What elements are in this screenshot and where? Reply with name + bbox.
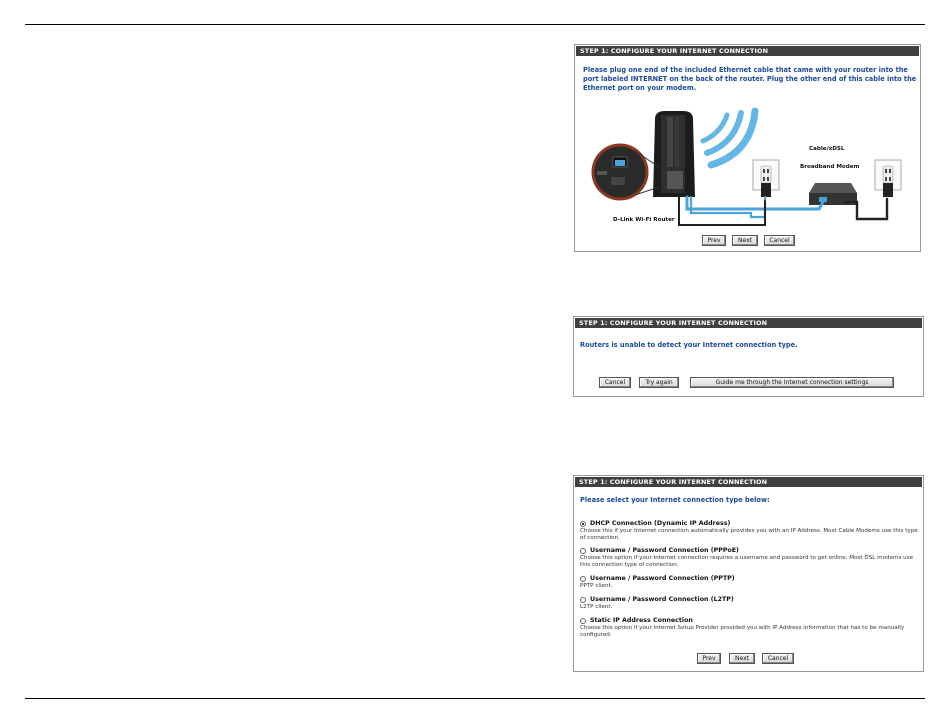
option-description: Choose this if your Internet connection automatically provides you with an IP Address. Most Cable Modems use this type of connection.	[580, 528, 918, 541]
plug-cable-panel	[574, 44, 921, 252]
connection-type-panel	[573, 475, 924, 672]
option-pptp[interactable]	[580, 575, 920, 590]
modem-label-line1: Cable/xDSL	[809, 146, 845, 152]
option-label: Username / Password Connection (PPPoE)	[590, 547, 739, 554]
try-again-button[interactable]: Try again	[639, 377, 679, 388]
option-static-ip[interactable]	[580, 617, 920, 639]
option-description: PPTP client.	[580, 583, 613, 589]
router-image	[653, 111, 695, 197]
router-label: D-Link Wi-Fi Router	[613, 217, 675, 223]
option-l2tp[interactable]	[580, 596, 920, 611]
radio-selected-icon[interactable]	[580, 521, 586, 527]
connection-illustration	[575, 105, 920, 230]
option-description: Choose this option if your Internet Setup Provider provided you with IP Address information that has to be manually configured.	[580, 625, 905, 638]
option-label: Username / Password Connection (L2TP)	[590, 596, 734, 603]
option-dhcp[interactable]	[580, 520, 920, 542]
panel-header: STEP 1: CONFIGURE YOUR INTERNET CONNECTION	[576, 46, 919, 56]
wall-outlet-icon	[875, 160, 901, 197]
cable-instruction: Please plug one end of the included Ethernet cable that came with your router into the port labeled INTERNET on the back of the router. Plug the other end of this cable into the Ethernet port on your modem.	[583, 66, 917, 92]
port-zoom-image	[593, 145, 659, 199]
radio-icon[interactable]	[580, 548, 586, 554]
wall-outlet-icon	[753, 160, 779, 197]
option-description: Choose this option if your Internet connection requires a username and password to get online. Most DSL modems use this connection type of connection.	[580, 555, 914, 568]
wifi-signal-icon	[703, 111, 755, 165]
cancel-button[interactable]: Cancel	[762, 653, 794, 664]
guide-me-button[interactable]: Guide me through the Internet connection settings	[690, 377, 894, 388]
radio-icon[interactable]	[580, 618, 586, 624]
modem-label-line2: Broadband Modem	[800, 164, 860, 170]
radio-icon[interactable]	[580, 597, 586, 603]
option-label: Static IP Address Connection	[590, 617, 693, 624]
top-rule	[25, 24, 925, 25]
radio-icon[interactable]	[580, 576, 586, 582]
detect-failed-message: Routers is unable to detect your Internet connection type.	[580, 341, 798, 349]
next-button[interactable]: Next	[732, 235, 758, 246]
prev-button[interactable]: Prev	[697, 653, 721, 664]
next-button[interactable]: Next	[729, 653, 755, 664]
bottom-rule	[25, 698, 925, 699]
connection-type-prompt: Please select your Internet connection type below:	[580, 496, 770, 504]
detect-failed-panel	[573, 316, 924, 397]
panel-header: STEP 1: CONFIGURE YOUR INTERNET CONNECTION	[575, 318, 922, 328]
prev-button[interactable]: Prev	[702, 235, 726, 246]
option-label: DHCP Connection (Dynamic IP Address)	[590, 520, 731, 527]
cancel-button[interactable]: Cancel	[764, 235, 795, 246]
panel-header: STEP 1: CONFIGURE YOUR INTERNET CONNECTION	[575, 477, 922, 487]
option-pppoe[interactable]	[580, 547, 920, 569]
option-label: Username / Password Connection (PPTP)	[590, 575, 735, 582]
option-description: L2TP client.	[580, 604, 613, 610]
cancel-button[interactable]: Cancel	[599, 377, 631, 388]
